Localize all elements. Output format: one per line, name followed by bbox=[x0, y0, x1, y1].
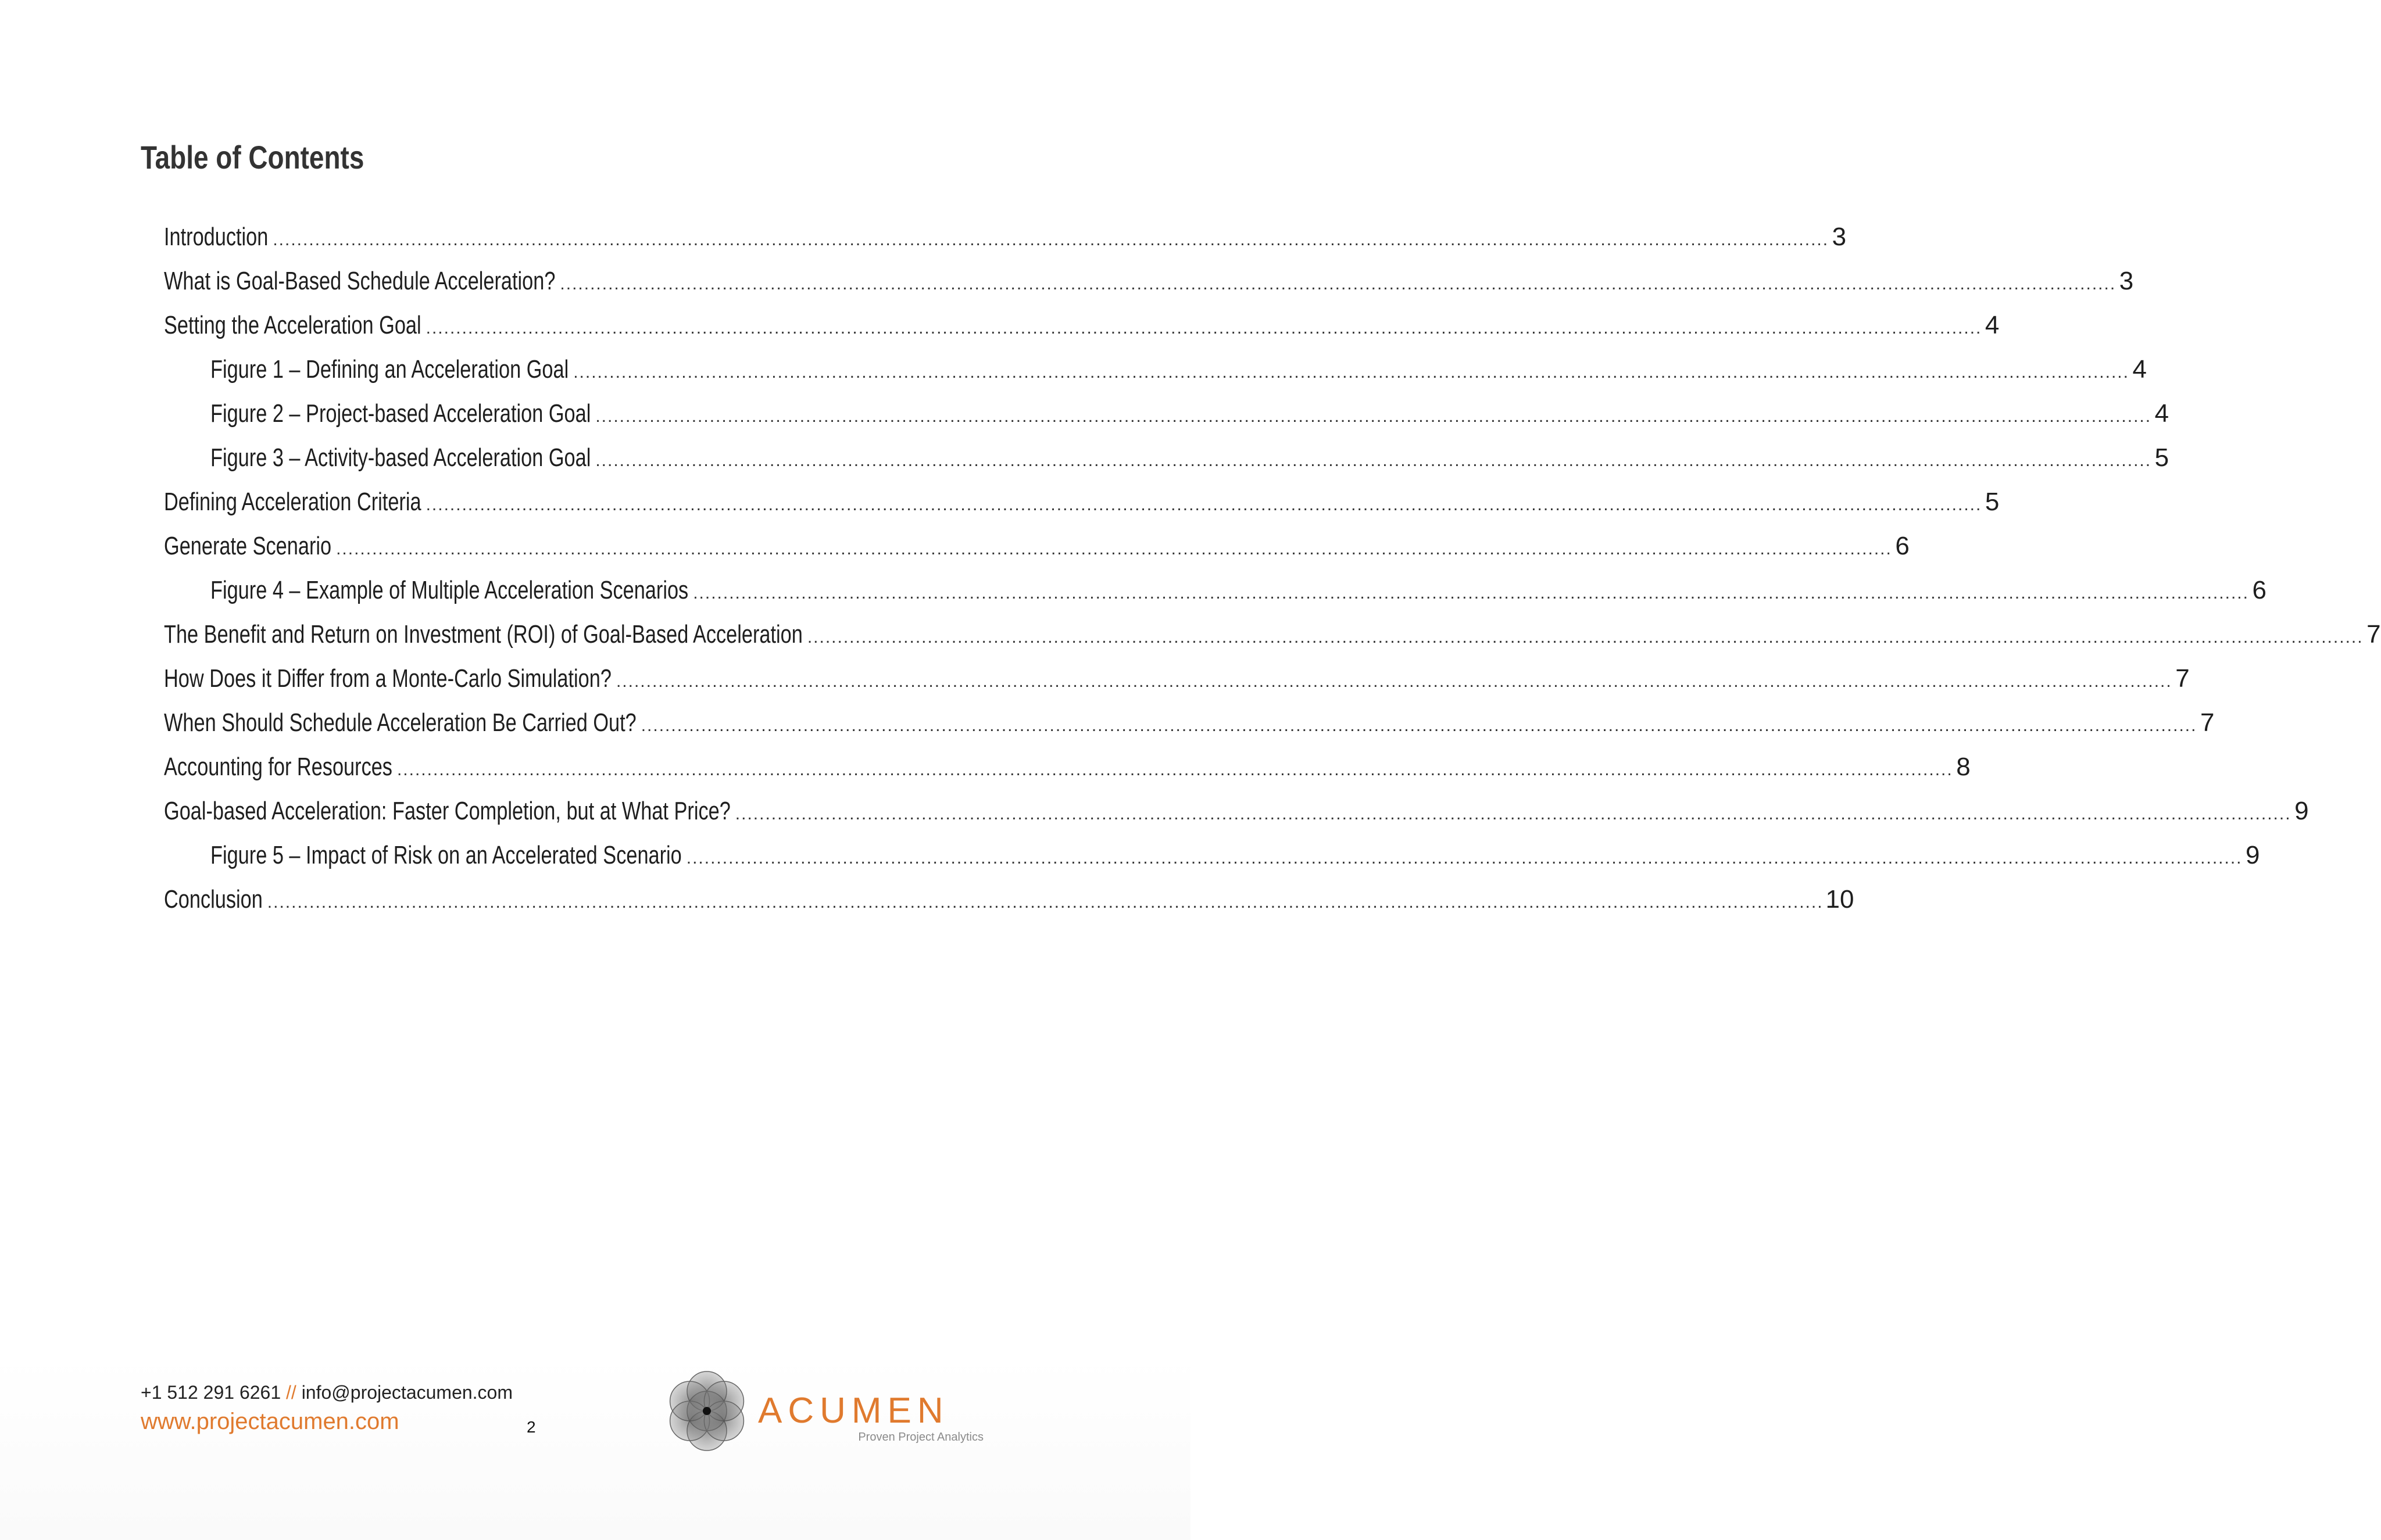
toc-entry-label-wrap bbox=[164, 613, 805, 657]
toc-entry-page-number: 9 bbox=[2294, 797, 2309, 825]
toc-entry-label: Setting the Acceleration Goal bbox=[164, 311, 421, 339]
footer-website-link[interactable]: www.projectacumen.com bbox=[141, 1409, 399, 1434]
toc-entry-label-wrap bbox=[164, 524, 334, 568]
toc-dot-leader bbox=[687, 836, 2243, 880]
toc-figure-entry[interactable] bbox=[164, 392, 2169, 436]
toc-dot-leader bbox=[267, 880, 1824, 925]
toc-figure-entry[interactable] bbox=[164, 568, 2266, 613]
toc-entry-label: Defining Acceleration Criteria bbox=[164, 488, 421, 516]
toc-entry-label-wrap bbox=[164, 259, 557, 303]
footer-separator: // bbox=[286, 1382, 296, 1403]
footer-email[interactable]: info@projectacumen.com bbox=[301, 1382, 513, 1403]
page-number: 2 bbox=[527, 1418, 536, 1436]
toc-entry-page-number: 3 bbox=[1832, 223, 1847, 251]
toc-entry-label: Generate Scenario bbox=[164, 532, 332, 560]
toc-entry-label: Conclusion bbox=[164, 885, 263, 914]
flower-of-life-icon bbox=[666, 1370, 748, 1452]
toc-entry-label-wrap bbox=[164, 878, 265, 922]
toc-entry-label: Introduction bbox=[164, 223, 269, 251]
acumen-logo bbox=[666, 1370, 984, 1455]
toc-entry-page-number: 10 bbox=[1825, 885, 1854, 914]
toc-entry-page-number: 4 bbox=[2154, 399, 2169, 428]
toc-entry-page-number: 5 bbox=[1985, 488, 2000, 516]
toc-entry-label-wrap bbox=[210, 568, 691, 613]
toc-entry[interactable] bbox=[164, 701, 2215, 745]
toc-dot-leader bbox=[426, 483, 1982, 527]
toc-entry-label: Figure 3 – Activity-based Acceleration Goal bbox=[210, 443, 591, 472]
toc-dot-leader bbox=[616, 660, 2172, 704]
toc-entry[interactable] bbox=[164, 215, 1847, 259]
toc-entry[interactable] bbox=[164, 524, 1910, 568]
toc-dot-leader bbox=[426, 306, 1982, 350]
toc-dot-leader bbox=[573, 350, 2129, 395]
toc-dot-leader bbox=[397, 748, 1953, 792]
toc-entry-label-wrap bbox=[164, 303, 424, 348]
toc-entry-page-number: 7 bbox=[2175, 664, 2190, 693]
toc-entry-label: Figure 4 – Example of Multiple Acceleration Scenarios bbox=[210, 576, 689, 604]
toc-entry-label-wrap bbox=[210, 348, 571, 392]
toc-dot-leader bbox=[595, 395, 2151, 439]
toc-entry-label-wrap bbox=[164, 789, 733, 833]
toc-entry-label-wrap bbox=[164, 701, 639, 745]
toc-entry-label-wrap bbox=[210, 833, 684, 878]
toc-entry-page-number: 4 bbox=[2132, 355, 2147, 384]
toc-dot-leader bbox=[735, 792, 2291, 836]
toc-entry-label: Accounting for Resources bbox=[164, 753, 392, 781]
toc-figure-entry[interactable] bbox=[164, 436, 2169, 480]
toc-entry[interactable] bbox=[164, 878, 1854, 922]
toc-entry-page-number: 5 bbox=[2154, 443, 2169, 472]
toc-dot-leader bbox=[693, 571, 2249, 615]
toc-entry-label-wrap bbox=[164, 657, 614, 701]
toc-entry-label: The Benefit and Return on Investment (ROI) of Goal-Based Acceleration bbox=[164, 620, 803, 649]
toc-entry-label: Figure 2 – Project-based Acceleration Goal bbox=[210, 399, 591, 428]
toc-dot-leader bbox=[336, 527, 1892, 571]
toc-entry-label-wrap bbox=[210, 436, 593, 480]
toc-entry-label: Goal-based Acceleration: Faster Completion, but at What Price? bbox=[164, 797, 731, 825]
toc-entry[interactable] bbox=[164, 613, 2381, 657]
toc-dot-leader bbox=[560, 262, 2116, 306]
logo-wordmark: ACUMEN bbox=[758, 1391, 949, 1431]
toc-entry-label: Figure 1 – Defining an Acceleration Goal bbox=[210, 355, 569, 384]
toc-entry-page-number: 4 bbox=[1985, 311, 2000, 339]
toc-figure-entry[interactable] bbox=[164, 833, 2260, 878]
toc-list bbox=[164, 215, 2381, 922]
toc-entry-label-wrap bbox=[164, 215, 270, 259]
toc-title: Table of Contents bbox=[141, 139, 364, 176]
footer-contact bbox=[141, 1382, 513, 1403]
toc-figure-entry[interactable] bbox=[164, 348, 2147, 392]
toc-entry-label: How Does it Differ from a Monte-Carlo Simulation? bbox=[164, 664, 612, 693]
toc-entry-label-wrap bbox=[210, 392, 593, 436]
toc-entry-page-number: 9 bbox=[2246, 841, 2260, 869]
toc-entry[interactable] bbox=[164, 657, 2190, 701]
toc-dot-leader bbox=[641, 704, 2197, 748]
toc-entry-page-number: 6 bbox=[2252, 576, 2266, 604]
toc-dot-leader bbox=[595, 439, 2151, 483]
toc-entry-label-wrap bbox=[164, 745, 395, 789]
toc-entry-page-number: 7 bbox=[2366, 620, 2381, 649]
toc-entry-label: When Should Schedule Acceleration Be Carried Out? bbox=[164, 708, 637, 737]
toc-entry[interactable] bbox=[164, 480, 2000, 524]
logo-tagline: Proven Project Analytics bbox=[858, 1431, 984, 1444]
toc-entry-page-number: 7 bbox=[2200, 708, 2215, 737]
toc-entry-page-number: 3 bbox=[2119, 267, 2134, 295]
toc-entry-page-number: 6 bbox=[1895, 532, 1910, 560]
toc-entry-label-wrap bbox=[164, 480, 424, 524]
toc-dot-leader bbox=[807, 615, 2364, 660]
toc-entry-page-number: 8 bbox=[1956, 753, 1971, 781]
toc-entry[interactable] bbox=[164, 259, 2134, 303]
toc-entry-label: What is Goal-Based Schedule Acceleration? bbox=[164, 267, 556, 295]
toc-entry[interactable] bbox=[164, 303, 2000, 348]
footer-phone: +1 512 291 6261 bbox=[141, 1382, 281, 1403]
toc-entry[interactable] bbox=[164, 789, 2309, 833]
toc-dot-leader bbox=[273, 218, 1829, 262]
toc-entry-label: Figure 5 – Impact of Risk on an Accelerated Scenario bbox=[210, 841, 682, 869]
toc-entry[interactable] bbox=[164, 745, 1971, 789]
